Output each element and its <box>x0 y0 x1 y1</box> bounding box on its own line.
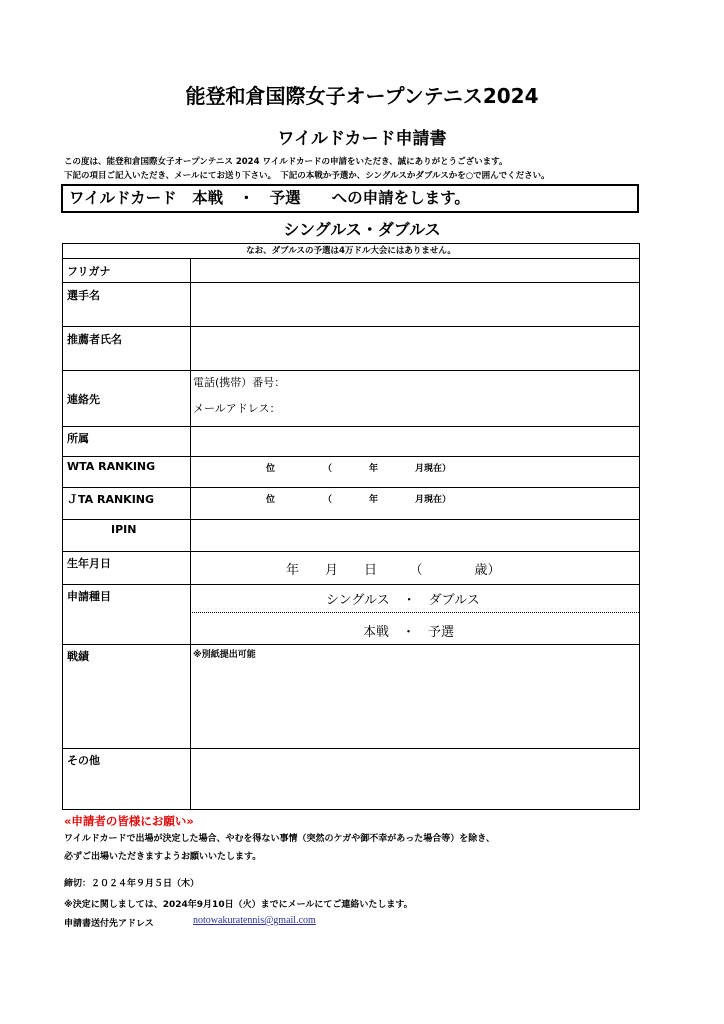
label-contact: 連絡先 <box>67 393 100 406</box>
label-ipin: IPIN <box>111 523 137 536</box>
label-player-name: 選手名 <box>67 289 100 302</box>
doubles-note: なお、ダブルスの予選は4万ドル大会にはありません。 <box>63 244 639 259</box>
address-label: 申請書送付先アドレス <box>64 919 154 929</box>
row-player-name <box>63 283 639 327</box>
page-subtitle: ワイルドカード申請書 <box>277 129 447 149</box>
intro-line-1: この度は、能登和倉国際女子オープンテニス 2024 ワイルドカードの申請をいただき、誠にありがとうございます。 <box>64 157 508 167</box>
request-title: «申請者の皆様にお願い» <box>64 814 194 828</box>
row-recommender <box>63 327 639 371</box>
contact-fields <box>192 371 639 426</box>
label-birthdate: 生年月日 <box>67 557 111 570</box>
wta-rank-open: （ <box>323 464 333 474</box>
wta-ranking-value[interactable] <box>192 457 639 487</box>
row-jta-ranking <box>63 488 639 520</box>
input-furigana[interactable] <box>192 259 639 282</box>
label-results: 戦績 <box>67 650 89 663</box>
label-affiliation: 所属 <box>67 432 89 445</box>
email-link[interactable]: notowakuratennis@gmail.com <box>193 915 316 926</box>
wta-rank-pos: 位 <box>266 464 276 474</box>
jta-rank-month: 月現在） <box>415 495 452 505</box>
row-contact <box>63 371 639 427</box>
results-note: ※別紙提出可能 <box>193 650 256 660</box>
label-recommender: 推薦者氏名 <box>67 333 122 346</box>
jta-ranking-value[interactable] <box>192 488 639 519</box>
category-singles-doubles[interactable]: シングルス ・ ダブルス <box>326 593 480 608</box>
singles-doubles-heading: シングルス・ダブルス <box>283 220 441 239</box>
row-birthdate <box>63 552 639 585</box>
label-wta-ranking: WTA RANKING <box>67 460 156 473</box>
input-affiliation[interactable] <box>192 427 639 456</box>
input-results[interactable] <box>192 645 639 748</box>
email-label: メールアドレス： <box>193 402 281 415</box>
row-results <box>63 645 639 749</box>
row-furigana <box>63 259 639 283</box>
category-divider <box>192 612 639 613</box>
page-title: 能登和倉国際女子オープンテニス2024 <box>185 84 539 108</box>
birthdate-format: 年 月 日 （ 歳） <box>286 563 501 578</box>
wildcard-application-box: ワイルドカード 本戦 ・ 予選 への申請をします。 <box>61 184 639 213</box>
label-furigana: フリガナ <box>67 265 111 278</box>
decision-note: ※決定に関しましては、2024年9月10日（火）までにメールにてご連絡いたします。 <box>64 900 413 910</box>
request-line-2: 必ずご出場いただきますようお願いいたします。 <box>64 852 262 862</box>
input-recommender[interactable] <box>192 327 639 370</box>
wta-rank-year: 年 <box>369 464 379 474</box>
jta-rank-year: 年 <box>369 495 379 505</box>
request-line-1: ワイルドカードで出場が決定した場合、やむを得ない事情（突然のケガや御不幸があった場合等）を除き、 <box>64 834 495 844</box>
row-category <box>63 585 639 645</box>
input-other[interactable] <box>192 749 639 809</box>
label-other: その他 <box>67 754 100 767</box>
application-form <box>62 243 640 810</box>
jta-rank-open: （ <box>323 495 333 505</box>
label-category: 申請種目 <box>67 590 111 603</box>
deadline: 締切：２０２４年９月５日（木） <box>64 879 200 889</box>
intro-line-2: 下記の項目ご記入いただき、メールにてお送り下さい。 下記の本戦か予選か、シングルスかダブルスかを○で囲んでください。 <box>64 171 550 181</box>
category-options <box>192 585 639 644</box>
phone-label: 電話(携帯）番号： <box>193 376 286 389</box>
row-wta-ranking <box>63 457 639 488</box>
row-other <box>63 749 639 809</box>
birthdate-value[interactable] <box>192 552 639 584</box>
row-ipin <box>63 520 639 552</box>
label-jta-ranking: ＪTA RANKING <box>67 493 155 506</box>
input-ipin[interactable] <box>192 520 639 551</box>
category-main-qualifying[interactable]: 本戦 ・ 予選 <box>363 625 455 640</box>
wta-rank-month: 月現在） <box>415 464 452 474</box>
jta-rank-pos: 位 <box>266 495 276 505</box>
row-affiliation <box>63 427 639 457</box>
input-player-name[interactable] <box>192 283 639 326</box>
